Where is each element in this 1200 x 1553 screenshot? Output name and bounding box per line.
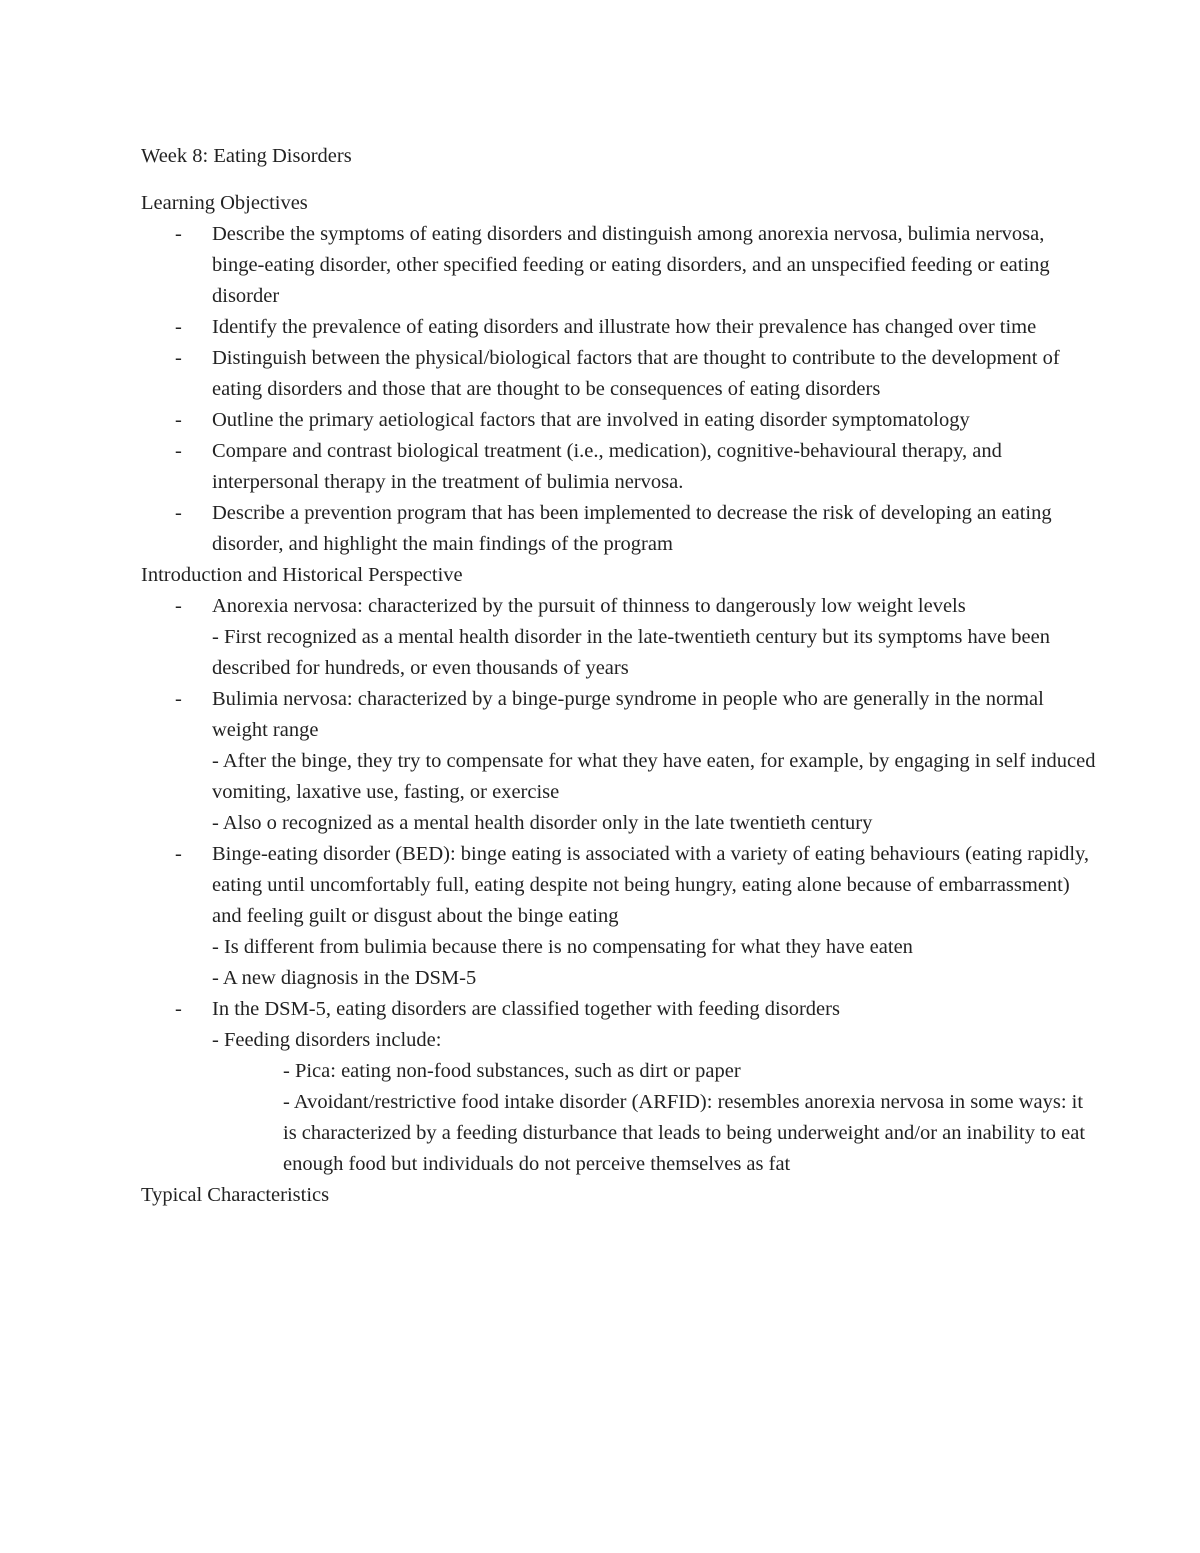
- item-text: In the DSM-5, eating disorders are classified together with feeding disorders: [212, 998, 840, 1020]
- sub-sub-item-text: - Pica: eating non-food substances, such as dirt or paper: [283, 1060, 741, 1082]
- sub-sub-item-text: - Avoidant/restrictive food intake disorder (ARFID): resembles anorexia nervosa in some ways: it is characterized by a feeding disturbance that leads to being underweight and/or an inability to eat enough food but individuals do not perceive themselves as fat: [283, 1091, 1086, 1175]
- bullet-dash: -: [175, 502, 182, 524]
- list-item: [141, 498, 1101, 560]
- bullet-dash: -: [175, 440, 182, 462]
- item-text: Binge-eating disorder (BED): binge eating is associated with a variety of eating behaviours (eating rapidly, eating until uncomfortably full, eating despite not being hungry, eating alone because of embarrassment) and feeling guilt or disgust about the binge eating: [212, 843, 1090, 927]
- list-item: [141, 591, 1101, 684]
- sub-item-text: - A new diagnosis in the DSM-5: [212, 967, 477, 989]
- list-item: [141, 839, 1101, 994]
- list-item: [141, 994, 1101, 1180]
- list-item: [141, 436, 1101, 498]
- item-text: Identify the prevalence of eating disorders and illustrate how their prevalence has changed over time: [212, 316, 1037, 338]
- bullet-dash: -: [175, 347, 182, 369]
- list-item: [141, 684, 1101, 839]
- list-item: [141, 343, 1101, 405]
- bullet-dash: -: [175, 409, 182, 431]
- document-content: [141, 188, 1101, 1211]
- introduction-list: [141, 591, 1101, 1180]
- item-text: Bulimia nervosa: characterized by a binge-purge syndrome in people who are generally in the normal weight range: [212, 688, 1044, 741]
- objectives-list: [141, 219, 1101, 560]
- bullet-dash: -: [175, 223, 182, 245]
- item-text: Distinguish between the physical/biological factors that are thought to contribute to the development of eating disorders and those that are thought to be consequences of eating disorders: [212, 347, 1060, 400]
- section-heading-learning-objectives: Learning Objectives: [141, 192, 308, 214]
- section-heading-introduction: Introduction and Historical Perspective: [141, 564, 463, 586]
- item-text: Describe a prevention program that has been implemented to decrease the risk of developing an eating disorder, and highlight the main findings of the program: [212, 502, 1052, 555]
- item-text: Anorexia nervosa: characterized by the pursuit of thinness to dangerously low weight levels: [212, 595, 966, 617]
- list-item: [141, 312, 1101, 343]
- item-text: Compare and contrast biological treatment (i.e., medication), cognitive-behavioural therapy, and interpersonal therapy in the treatment of bulimia nervosa.: [212, 440, 1002, 493]
- sub-item-text: - First recognized as a mental health disorder in the late-twentieth century but its symptoms have been described for hundreds, or even thousands of years: [212, 626, 1050, 679]
- bullet-dash: -: [175, 843, 182, 865]
- bullet-dash: -: [175, 998, 182, 1020]
- section-heading-typical-characteristics: Typical Characteristics: [141, 1184, 330, 1206]
- document-title: Week 8: Eating Disorders: [141, 145, 352, 167]
- sub-item-text: - Feeding disorders include:: [212, 1029, 442, 1051]
- item-text: Describe the symptoms of eating disorders and distinguish among anorexia nervosa, bulimia nervosa, binge-eating disorder, other specified feeding or eating disorders, and an unspecified feeding or eating disorder: [212, 223, 1050, 307]
- sub-item-text: - After the binge, they try to compensate for what they have eaten, for example, by engaging in self induced vomiting, laxative use, fasting, or exercise: [212, 750, 1096, 803]
- bullet-dash: -: [175, 595, 182, 617]
- list-item: [141, 405, 1101, 436]
- list-item: [141, 219, 1101, 312]
- bullet-dash: -: [175, 688, 182, 710]
- item-text: Outline the primary aetiological factors that are involved in eating disorder symptomatology: [212, 409, 970, 431]
- sub-item-text: - Also o recognized as a mental health disorder only in the late twentieth century: [212, 812, 873, 834]
- bullet-dash: -: [175, 316, 182, 338]
- sub-item-text: - Is different from bulimia because there is no compensating for what they have eaten: [212, 936, 913, 958]
